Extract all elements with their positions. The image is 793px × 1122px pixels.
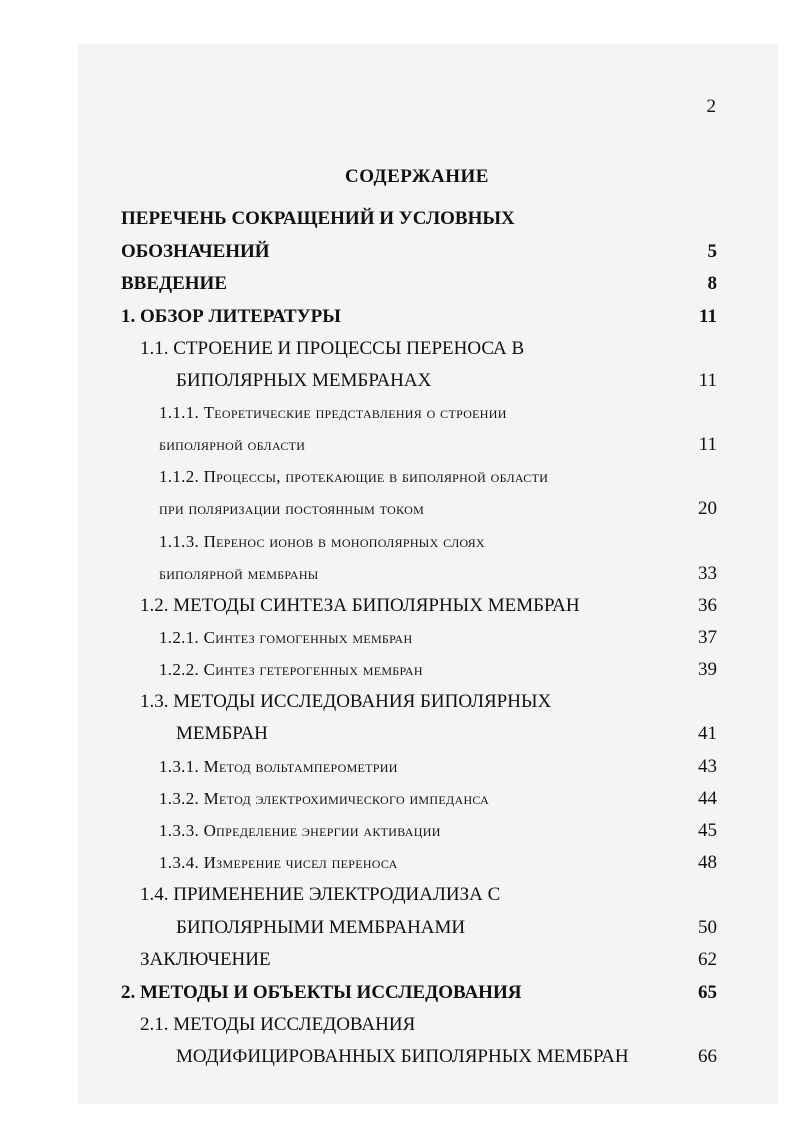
toc-entry-page: 37	[698, 627, 717, 648]
toc-entry	[0, 751, 793, 783]
toc-entry-text: 2.1. МЕТОДЫ ИССЛЕДОВАНИЯ	[140, 1014, 416, 1035]
toc-entry-page: 8	[707, 273, 717, 294]
toc-entry-text: ВВЕДЕНИЕ	[121, 273, 227, 294]
toc-entry-text: БИПОЛЯРНЫХ МЕМБРАНАХ	[176, 370, 432, 391]
toc-entry-text: при поляризации постоянным током	[159, 499, 425, 518]
toc-entry-text: БИПОЛЯРНЫМИ МЕМБРАНАМИ	[176, 917, 466, 938]
toc-entry-text: ЗАКЛЮЧЕНИЕ	[140, 949, 271, 970]
toc-entry	[0, 365, 793, 397]
toc-entry	[0, 686, 793, 718]
toc-entry-page: 65	[698, 982, 717, 1003]
toc-entry-text: биполярной мембраны	[159, 564, 319, 583]
toc-entry	[0, 236, 793, 268]
toc-entry-text: 1. ОБЗОР ЛИТЕРАТУРЫ	[121, 306, 341, 327]
toc-entry-page: 41	[698, 723, 717, 744]
toc-entry-page: 50	[698, 917, 717, 938]
toc-entry-text: биполярной области	[159, 435, 306, 454]
toc-entry	[0, 944, 793, 976]
toc-entry-text: МЕМБРАН	[176, 723, 268, 744]
toc-entry-page: 44	[698, 788, 717, 809]
toc-entry	[0, 429, 793, 461]
toc-entry	[0, 301, 793, 333]
toc-entry-page: 62	[698, 949, 717, 970]
toc-entry	[0, 977, 793, 1009]
toc-entry-text: 1.3.1. Метод вольтамперометрии	[159, 757, 398, 776]
toc-entry	[0, 912, 793, 944]
toc-entry-text: 1.3. МЕТОДЫ ИССЛЕДОВАНИЯ БИПОЛЯРНЫХ	[140, 691, 552, 712]
toc-entry-text: 1.2.2. Синтез гетерогенных мембран	[159, 660, 423, 679]
toc-entry	[0, 783, 793, 815]
toc-entry-text: 1.3.4. Измерение чисел переноса	[159, 853, 398, 872]
toc-entry-text: ПЕРЕЧЕНЬ СОКРАЩЕНИЙ И УСЛОВНЫХ	[121, 208, 515, 229]
toc-entry	[0, 526, 793, 558]
toc-entry-text: 1.3.2. Метод электрохимического импеданса	[159, 789, 490, 808]
toc-entry	[0, 1009, 793, 1041]
toc-entry-page: 11	[698, 434, 717, 455]
toc-entry	[0, 847, 793, 879]
toc-entry-text: МОДИФИЦИРОВАННЫХ БИПОЛЯРНЫХ МЕМБРАН	[176, 1046, 629, 1067]
toc-entry-text: 1.3.3. Определение энергии активации	[159, 821, 441, 840]
toc-entry	[0, 333, 793, 365]
toc-entry	[0, 718, 793, 750]
toc-entry-text: 1.1. СТРОЕНИЕ И ПРОЦЕССЫ ПЕРЕНОСА В	[140, 338, 525, 359]
toc-entry-page: 11	[699, 306, 717, 327]
toc-entry	[0, 493, 793, 525]
page-number: 2	[706, 96, 716, 117]
toc-entry-page: 5	[707, 241, 717, 262]
toc-entry	[0, 815, 793, 847]
toc-entry-text: 1.4. ПРИМЕНЕНИЕ ЭЛЕКТРОДИАЛИЗА С	[140, 884, 501, 905]
toc-entry-page: 20	[698, 498, 717, 519]
toc-entry-text: ОБОЗНАЧЕНИЙ	[121, 241, 270, 262]
toc-entry	[0, 1041, 793, 1073]
toc-entry-text: 1.1.2. Процессы, протекающие в биполярной области	[159, 467, 549, 486]
toc-entry-page: 33	[698, 563, 717, 584]
toc-entry	[0, 590, 793, 622]
toc-entry-page: 39	[698, 659, 717, 680]
toc-entry-text: 1.1.1. Теоретические представления о строении	[159, 403, 507, 422]
toc-entry	[0, 622, 793, 654]
toc-entry-page: 66	[698, 1046, 717, 1067]
page-title: СОДЕРЖАНИЕ	[345, 166, 489, 187]
toc-entry	[0, 268, 793, 300]
toc-entry-page: 45	[698, 820, 717, 841]
toc-entry	[0, 879, 793, 911]
toc-entry	[0, 397, 793, 429]
toc-entry-text: 2. МЕТОДЫ И ОБЪЕКТЫ ИССЛЕДОВАНИЯ	[121, 982, 522, 1003]
toc-entry-page: 43	[698, 756, 717, 777]
toc-entry-text: 1.2. МЕТОДЫ СИНТЕЗА БИПОЛЯРНЫХ МЕМБРАН	[140, 595, 580, 616]
toc-entry-page: 11	[698, 370, 717, 391]
toc-entry	[0, 461, 793, 493]
toc-entry	[0, 558, 793, 590]
toc-entry-page: 48	[698, 852, 717, 873]
toc-entry	[0, 203, 793, 235]
toc-entry-text: 1.1.3. Перенос ионов в монополярных слоях	[159, 532, 485, 551]
toc-entry	[0, 654, 793, 686]
toc-entry-page: 36	[698, 595, 717, 616]
toc-entry-text: 1.2.1. Синтез гомогенных мембран	[159, 628, 413, 647]
